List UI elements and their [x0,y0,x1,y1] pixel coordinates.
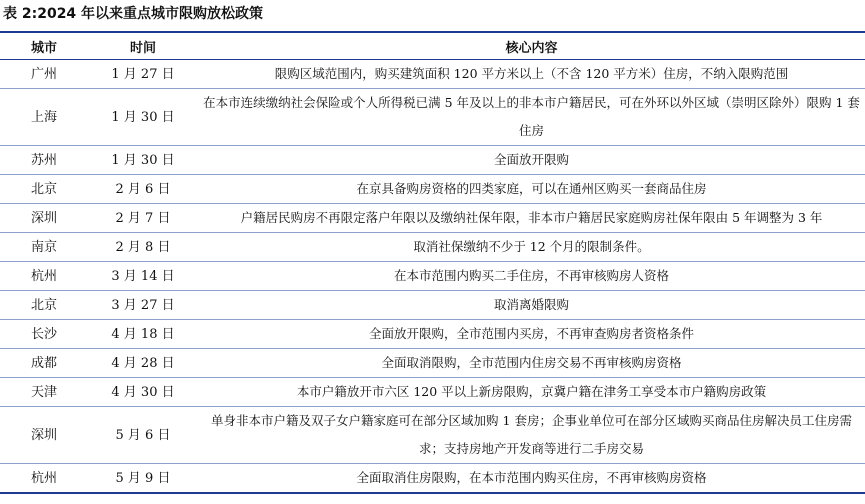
content-cell: 取消社保缴纳不少于 12 个月的限制条件。 [198,233,865,262]
table-caption: 表 2:2024 年以来重点城市限购放松政策 [3,6,264,22]
time-cell: 3 月 14 日 [88,262,198,291]
city-cell: 苏州 [0,146,88,175]
city-cell: 杭州 [30,470,57,486]
table-row [0,146,865,175]
time-cell: 3 月 27 日 [88,291,198,320]
content-cell: 全面取消限购，全市范围内住房交易不再审核购房资格 [198,349,865,378]
table-row [0,320,865,349]
policy-table [0,31,865,494]
header-city: 城市 [0,32,88,60]
city-cell: 天津 [0,378,88,407]
time-cell: 5 月 6 日 [88,407,198,464]
time-cell: 4 月 18 日 [88,320,198,349]
content-cell: 全面取消住房限购，在本市范围内购买住房，不再审核购房资格 [356,470,707,485]
time-cell: 1 月 30 日 [88,89,198,146]
table-header-row [0,32,865,60]
time-cell: 2 月 8 日 [88,233,198,262]
table-row [0,262,865,291]
time-cell: 4 月 28 日 [88,349,198,378]
content-cell: 全面放开限购，全市范围内买房，不再审查购房者资格条件 [198,320,865,349]
header-time: 时间 [88,32,198,60]
content-cell: 单身非本市户籍及双子女户籍家庭可在部分区域加购 1 套房；企事业单位可在部分区域购买商品住房解决员工住房需求；支持房地产开发商等进行二手房交易 [198,407,865,464]
city-cell: 杭州 [0,262,88,291]
table-row [0,291,865,320]
table-row [0,233,865,262]
time-cell: 2 月 7 日 [88,204,198,233]
time-cell: 1 月 30 日 [88,146,198,175]
city-cell: 深圳 [0,407,88,464]
content-cell: 在本市连续缴纳社会保险或个人所得税已满 5 年及以上的非本市户籍居民，可在外环以外区域（崇明区除外）限购 1 套住房 [198,89,865,146]
city-cell: 成都 [0,349,88,378]
table-row [0,175,865,204]
content-cell: 全面放开限购 [198,146,865,175]
time-cell: 4 月 30 日 [88,378,198,407]
city-cell: 北京 [0,175,88,204]
table-row [0,60,865,89]
city-cell: 上海 [0,89,88,146]
table-row [0,407,865,464]
table-row [0,349,865,378]
table-row [0,89,865,146]
header-content: 核心内容 [198,32,865,60]
city-cell: 长沙 [0,320,88,349]
table-row [0,378,865,407]
content-cell: 本市户籍放开市六区 120 平以上新房限购，京冀户籍在津务工享受本市户籍购房政策 [198,378,865,407]
city-cell: 南京 [0,233,88,262]
table-row [0,464,865,494]
time-cell: 2 月 6 日 [88,175,198,204]
city-cell: 广州 [0,60,88,89]
city-cell: 北京 [0,291,88,320]
city-cell: 深圳 [0,204,88,233]
content-cell: 在本市范围内购买二手住房，不再审核购房人资格 [198,262,865,291]
content-cell: 取消离婚限购 [198,291,865,320]
content-cell: 限购区域范围内，购买建筑面积 120 平方米以上（不含 120 平方米）住房，不纳入限购范围 [198,60,865,89]
content-cell: 户籍居民购房不再限定落户年限以及缴纳社保年限，非本市户籍居民家庭购房社保年限由 5 年调整为 3 年 [198,204,865,233]
table-row [0,204,865,233]
content-cell: 在京具备购房资格的四类家庭，可以在通州区购买一套商品住房 [198,175,865,204]
time-cell: 5 月 9 日 [115,470,171,486]
time-cell: 1 月 27 日 [88,60,198,89]
